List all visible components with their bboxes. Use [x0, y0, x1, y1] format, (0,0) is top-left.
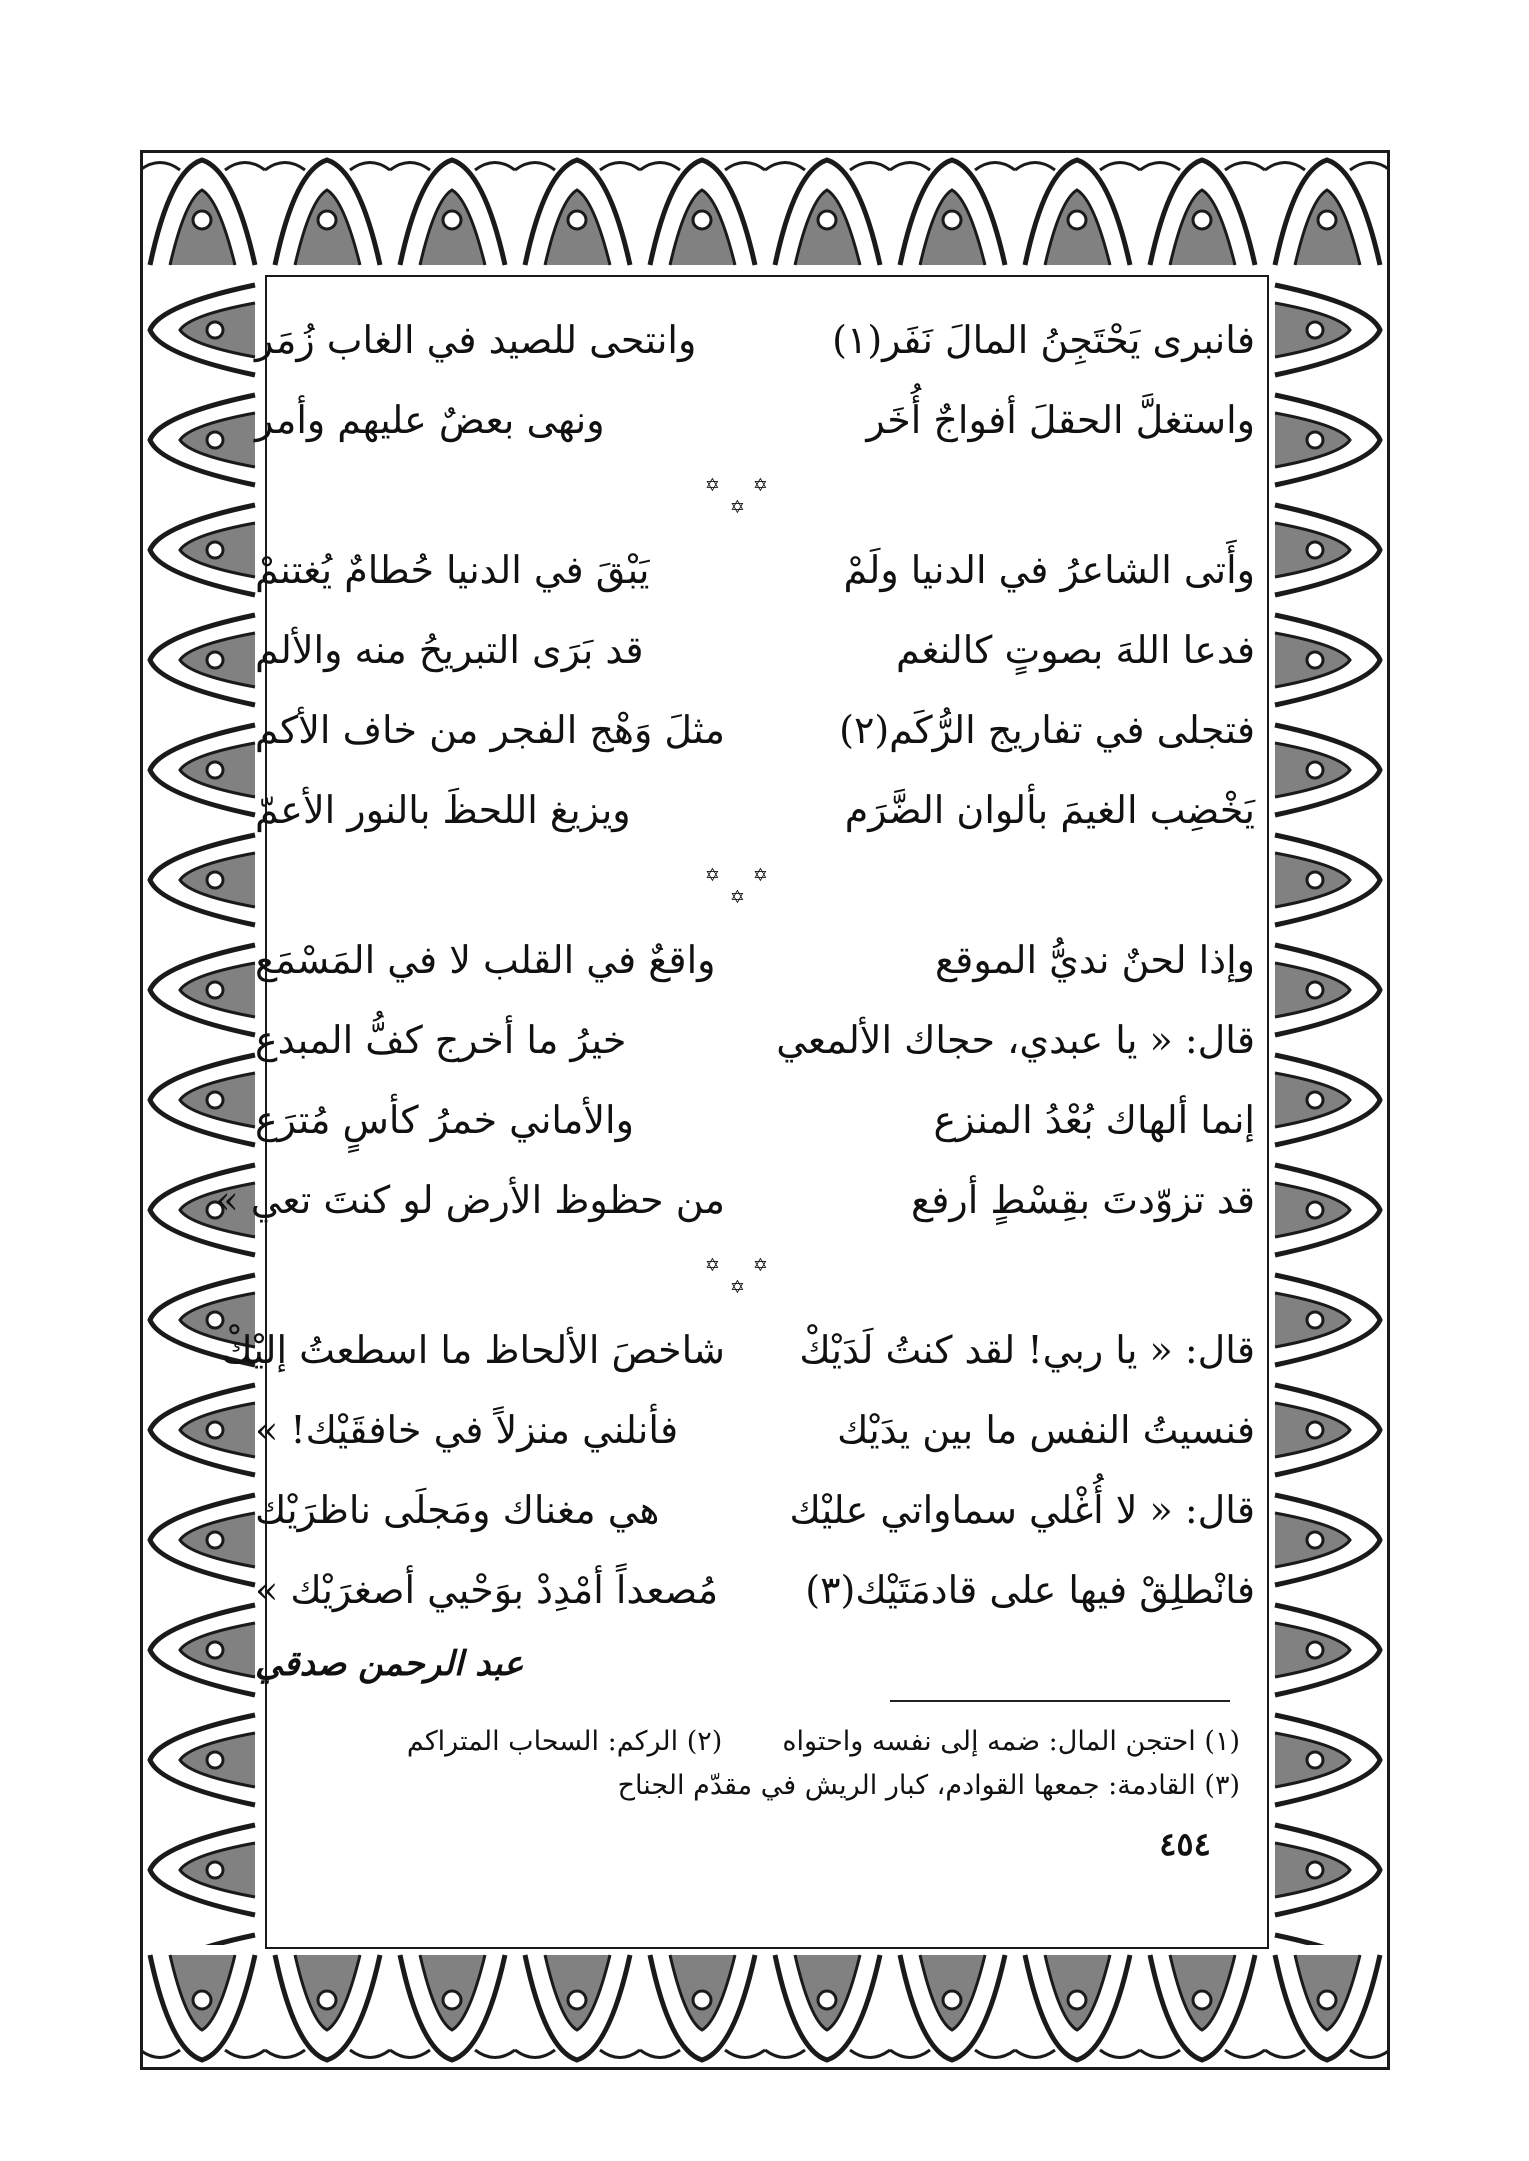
stanza-1	[255, 300, 1255, 460]
verse	[255, 1000, 1255, 1080]
hemistich-right: وإذا لحنٌ نديُّ الموقع	[934, 938, 1255, 982]
hemistich-right: يَخْضِب الغيمَ بألوان الضَّرَم	[844, 788, 1255, 832]
svg-text:✡: ✡	[704, 1255, 720, 1276]
hemistich-right: قال: « لا أُغْلي سماواتي عليْك	[789, 1488, 1255, 1532]
hemistich-right: وأَتى الشاعرُ في الدنيا ولَمْ	[843, 548, 1255, 592]
verse	[255, 380, 1255, 460]
hemistich-left: من حظوظ الأرض لو كنتَ تعي »	[215, 1178, 725, 1222]
svg-text:✡: ✡	[704, 865, 720, 886]
star-divider	[255, 850, 1255, 920]
hemistich-left: والأماني خمرُ كأسٍ مُترَع	[255, 1098, 634, 1142]
stanza-4	[221, 1310, 1255, 1630]
verse	[255, 1550, 1255, 1630]
svg-text:✡: ✡	[704, 475, 720, 496]
verse	[255, 300, 1255, 380]
hemistich-left: مثلَ وَهْج الفجر من خاف الأكم	[254, 708, 725, 752]
hemistich-right: فنسيتُ النفس ما بين يدَيْك	[837, 1408, 1255, 1452]
poem	[215, 300, 1255, 1714]
svg-text:✡: ✡	[729, 497, 745, 518]
verse	[255, 770, 1255, 850]
svg-text:✡: ✡	[752, 1255, 768, 1276]
verse	[215, 1160, 1255, 1240]
hemistich-right: واستغلَّ الحقلَ أفواجٌ أُخَر	[866, 398, 1255, 442]
svg-text:✡: ✡	[729, 887, 745, 908]
verse	[255, 530, 1255, 610]
svg-text:✡: ✡	[729, 1277, 745, 1298]
verse	[255, 690, 1255, 770]
hemistich-left: قد بَرَى التبريحُ منه والألم	[255, 628, 644, 672]
page-number: ٤٥٤	[1159, 1825, 1211, 1863]
author-signature: عبد الرحمن صدقي	[255, 1644, 524, 1684]
verse	[255, 1390, 1255, 1470]
svg-text:✡: ✡	[752, 475, 768, 496]
hemistich-left: واقعٌ في القلب لا في المَسْمَع	[255, 938, 716, 982]
verse	[221, 1310, 1255, 1390]
hemistich-left: يَبْقَ في الدنيا حُطامٌ يُغتنمْ	[255, 548, 650, 592]
star-divider	[255, 1240, 1255, 1310]
footnote-row	[255, 1764, 1240, 1808]
verse	[255, 1080, 1255, 1160]
hemistich-right: فتجلى في تفاريج الرُّكَم(٢)	[839, 708, 1255, 752]
stanza-3	[215, 920, 1255, 1240]
footnote-2: (٢) الركم: السحاب المتراكم	[406, 1726, 723, 1757]
hemistich-right: قال: « يا ربي! لقد كنتُ لَدَيْكْ	[799, 1328, 1255, 1372]
svg-text:✡: ✡	[752, 865, 768, 886]
hemistich-left: ويزيغ اللحظَ بالنور الأعمّ	[255, 788, 631, 832]
hemistich-right: فدعا اللهَ بصوتٍ كالنغم	[896, 628, 1255, 672]
hemistich-right: قال: « يا عبدي، حجاك الألمعي	[776, 1018, 1255, 1062]
hemistich-right: فانبرى يَحْتَجِنُ المالَ نَفَر(١)	[832, 318, 1255, 362]
footnote-3: (٣) القادمة: جمعها القوادم، كبار الريش في مقدّم الجناح	[617, 1770, 1240, 1801]
hemistich-left: شاخصَ الألحاظ ما اسطعتُ إليْكْ	[221, 1328, 725, 1372]
footnote-row	[255, 1720, 1240, 1764]
hemistich-left: مُصعداً أمْدِدْ بوَحْيي أصغرَيْك »	[255, 1568, 719, 1612]
verse	[255, 1470, 1255, 1550]
hemistich-left: ونهى بعضٌ عليهم وأمر	[255, 398, 605, 442]
verse	[255, 610, 1255, 690]
footnote-1: (١) احتجن المال: ضمه إلى نفسه واحتواه	[782, 1726, 1240, 1757]
footnote-divider	[890, 1700, 1230, 1702]
hemistich-left: خيرُ ما أخرج كفُّ المبدع	[255, 1018, 627, 1062]
hemistich-right: فانْطلِقْ فيها على قادمَتَيْك(٣)	[805, 1568, 1255, 1612]
hemistich-right: إنما ألهاك بُعْدُ المنزع	[933, 1098, 1255, 1142]
hemistich-right: قد تزوّدتَ بقِسْطٍ أرفع	[910, 1178, 1255, 1222]
footnotes	[255, 1720, 1240, 1808]
hemistich-left: فأنلني منزلاً في خافقَيْك! »	[255, 1408, 679, 1452]
verse	[255, 920, 1255, 1000]
hemistich-left: هي مغناك ومَجلَى ناظرَيْك	[255, 1488, 660, 1532]
hemistich-left: وانتحى للصيد في الغاب زُمَر	[255, 318, 697, 362]
star-divider	[255, 460, 1255, 530]
stanza-2	[255, 530, 1255, 850]
